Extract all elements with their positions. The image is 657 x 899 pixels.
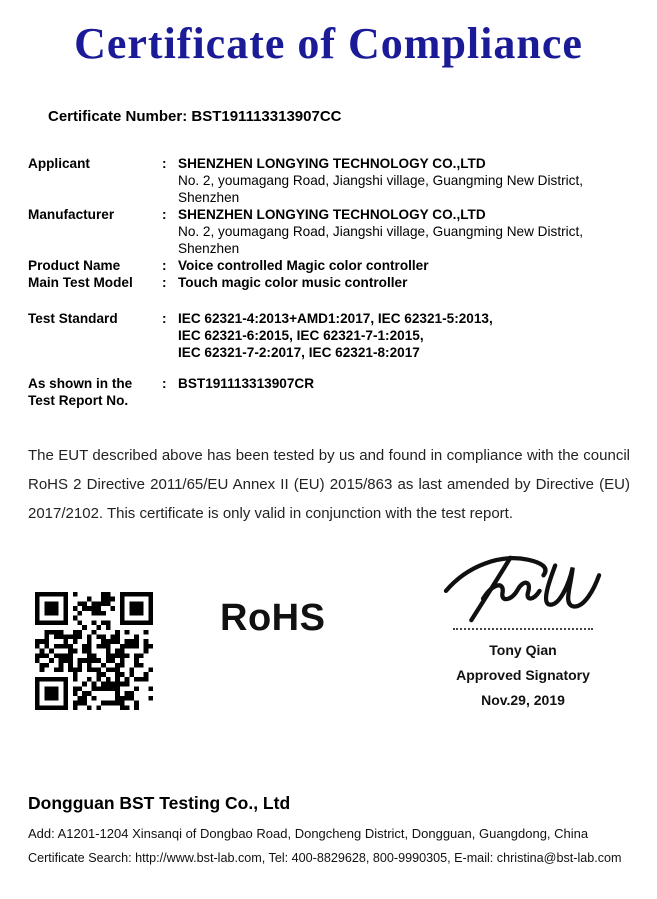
test-standard-line3: IEC 62321-7-2:2017, IEC 62321-8:2017 [178, 345, 420, 360]
manufacturer-colon: : [162, 207, 167, 222]
signature-block [438, 548, 608, 713]
fields-section [28, 155, 635, 409]
product-name-colon: : [162, 258, 167, 273]
product-name-label: Product Name [28, 258, 121, 273]
certificate-number [48, 108, 342, 125]
main-test-model-colon: : [162, 275, 167, 290]
test-standard-label: Test Standard [28, 311, 118, 326]
page-title: Certificate of Compliance [74, 19, 583, 68]
manufacturer-label: Manufacturer [28, 207, 115, 222]
field-row-product-name [28, 257, 635, 274]
qr-code [35, 592, 153, 710]
signatory-name: Tony Qian [489, 642, 557, 658]
test-report-colon: : [162, 376, 167, 391]
test-report-label [28, 375, 162, 409]
field-row-test-standard [28, 310, 635, 361]
spacer [28, 361, 635, 375]
qr-code-svg [35, 592, 153, 710]
signatory-role: Approved Signatory [456, 667, 590, 683]
test-standard-colon: : [162, 311, 167, 326]
manufacturer-name: SHENZHEN LONGYING TECHNOLOGY CO.,LTD [178, 207, 486, 222]
test-standard-line2: IEC 62321-6:2015, IEC 62321-7-1:2015, [178, 328, 424, 343]
manufacturer-address-line2: Shenzhen [178, 241, 240, 256]
applicant-address-line2: Shenzhen [178, 190, 240, 205]
product-name-value: Voice controlled Magic color controller [178, 258, 429, 273]
test-report-label-line1: As shown in the [28, 376, 133, 391]
signature-icon [438, 548, 608, 626]
manufacturer-address-line1: No. 2, youmagang Road, Jiangshi village, Guangming New District, [178, 224, 583, 239]
applicant-label: Applicant [28, 156, 90, 171]
test-standard-value [178, 310, 635, 361]
main-test-model-value: Touch magic color music controller [178, 275, 408, 290]
lab-company-name: Dongguan BST Testing Co., Ltd [28, 793, 291, 813]
signature-date: Nov.29, 2019 [481, 692, 565, 708]
applicant-value [178, 155, 635, 206]
footer [28, 793, 635, 865]
field-row-applicant [28, 155, 635, 206]
manufacturer-value [178, 206, 635, 257]
certificate-number-value: BST191113313907CC [191, 108, 342, 125]
certificate-number-label: Certificate Number: [48, 108, 188, 125]
test-report-label-line2: Test Report No. [28, 393, 129, 408]
compliance-statement: The EUT described above has been tested by us and found in compliance with the council RoHS 2 Directive 2011/65/EU Annex II (EU) 2015/863 as last amended by Directive (EU) 2017/2102. This certificate is only valid in conjunction with the test report. [28, 447, 630, 522]
test-standard-line1: IEC 62321-4:2013+AMD1:2017, IEC 62321-5:2013, [178, 311, 493, 326]
rohs-mark: RoHS [220, 597, 326, 639]
field-row-manufacturer [28, 206, 635, 257]
signature-dotted-line [453, 628, 593, 630]
lab-contact-info: Certificate Search: http://www.bst-lab.com, Tel: 400-8829628, 800-9990305, E-mail: christina@bst-lab.com [28, 851, 622, 865]
spacer [28, 291, 635, 310]
test-report-value: BST191113313907CR [178, 376, 315, 391]
applicant-address-line1: No. 2, youmagang Road, Jiangshi village, Guangming New District, [178, 173, 583, 188]
field-row-main-test-model [28, 274, 635, 291]
main-test-model-label: Main Test Model [28, 275, 133, 290]
applicant-name: SHENZHEN LONGYING TECHNOLOGY CO.,LTD [178, 156, 486, 171]
lab-address: Add: A1201-1204 Xinsanqi of Dongbao Road, Dongcheng District, Dongguan, Guangdong, China [28, 826, 589, 841]
applicant-colon: : [162, 156, 167, 171]
field-row-test-report [28, 375, 635, 409]
